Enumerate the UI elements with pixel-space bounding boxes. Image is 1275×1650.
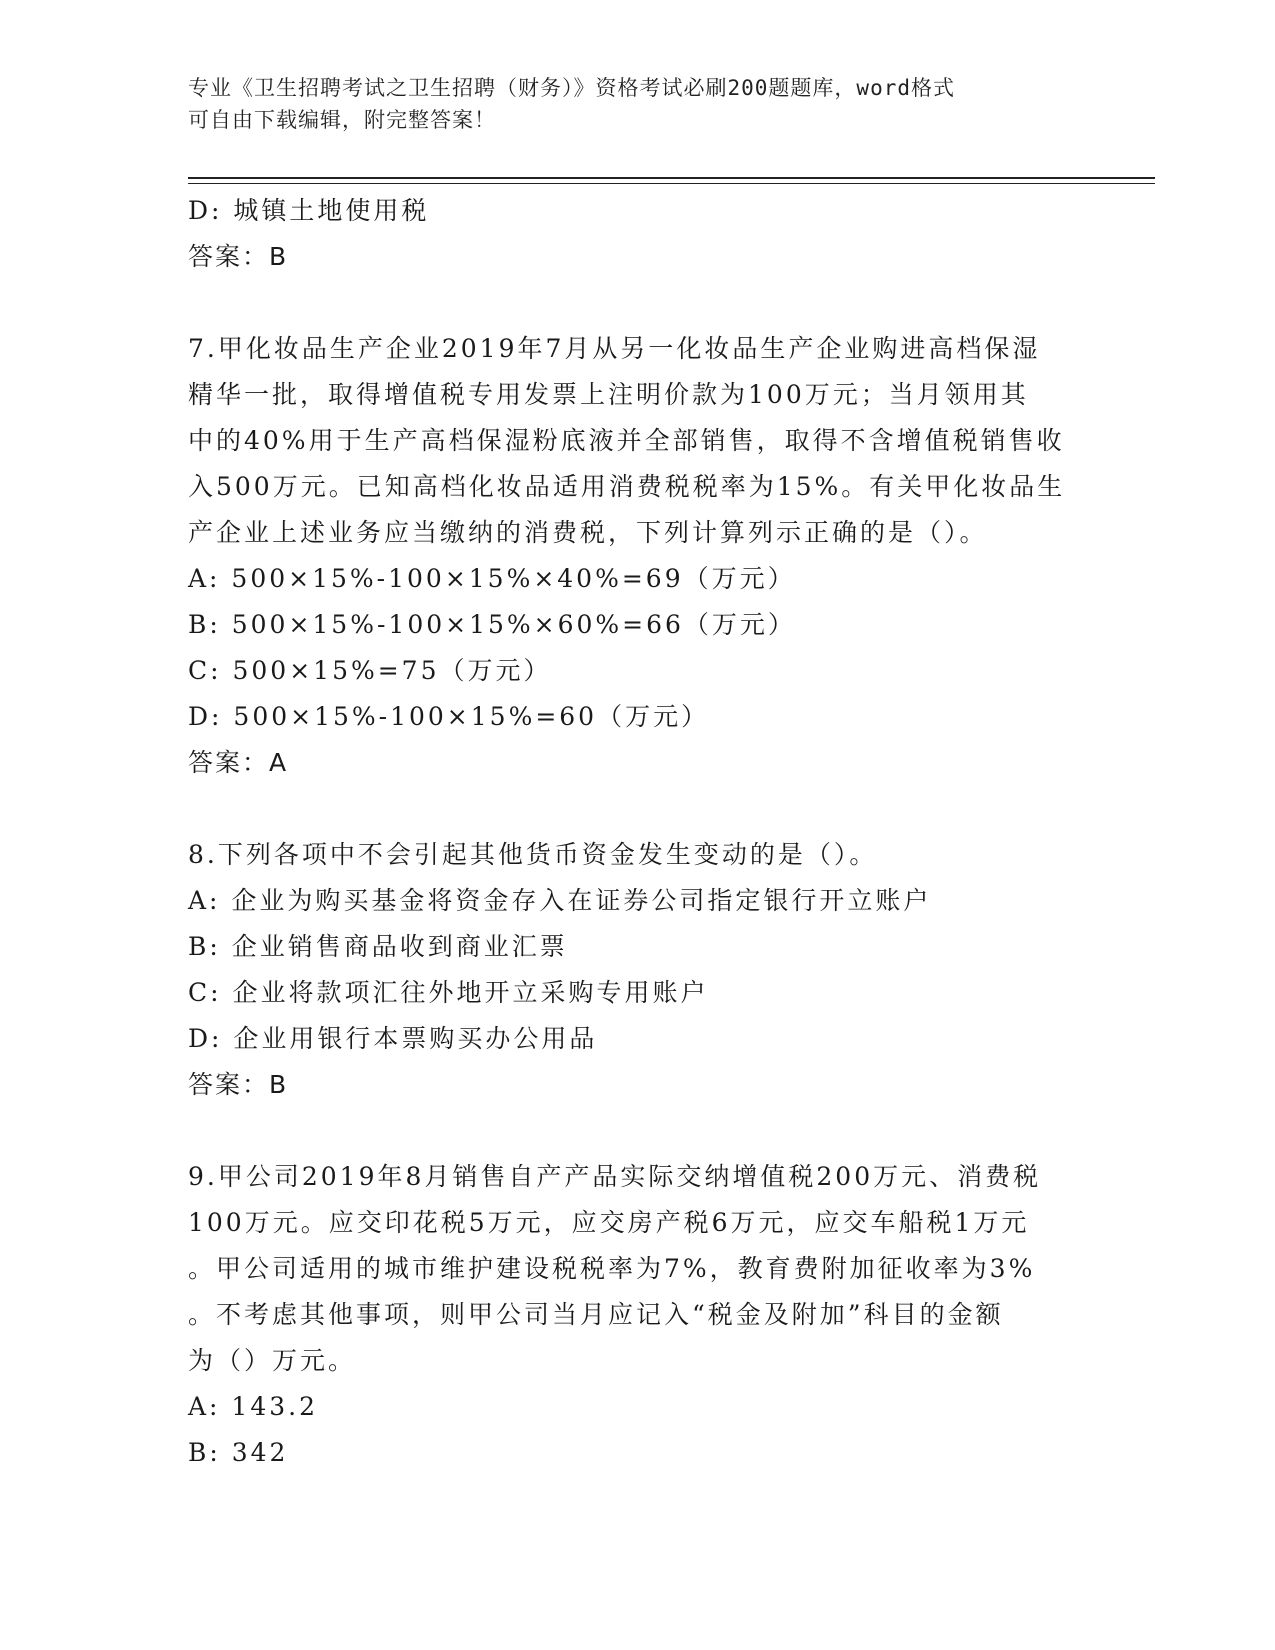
option-d: D: 500×15%-100×15%=60（万元） [188,702,710,731]
header-rule-thick [188,177,1155,179]
option-c: C: 500×15%=75（万元） [188,656,552,685]
option-a: A: 500×15%-100×15%×40%=69（万元） [188,564,796,593]
question-text-line: 产企业上述业务应当缴纳的消费税，下列计算列示正确的是（）。 [188,518,988,547]
option-b: B: 342 [188,1438,289,1467]
question-7 [188,326,1088,786]
question-6-tail [188,188,1088,280]
question-text-line: 8.下列各项中不会引起其他货币资金发生变动的是（）。 [188,840,878,869]
question-text-line: 7.甲化妆品生产企业2019年7月从另一化妆品生产企业购进高档保湿 [188,334,1041,363]
question-9 [188,1154,1088,1476]
header-line-1: 专业《卫生招聘考试之卫生招聘（财务）》资格考试必刷200题题库，word格式 [188,76,955,100]
question-text-line: 中的40%用于生产高档保湿粉底液并全部销售，取得不含增值税销售收 [188,426,1065,455]
document-header [188,72,1088,136]
answer-label: 答案：B [188,1070,289,1099]
question-text-line: 精华一批，取得增值税专用发票上注明价款为100万元；当月领用其 [188,380,1029,409]
question-spacer [188,280,1088,326]
answer-label: 答案：A [188,748,289,777]
option-a: A: 企业为购买基金将资金存入在证券公司指定银行开立账户 [188,886,932,915]
question-text-line: 入500万元。已知高档化妆品适用消费税税率为15%。有关甲化妆品生 [188,472,1066,501]
question-text-line: 。甲公司适用的城市维护建设税税率为7%，教育费附加征收率为3% [188,1254,1036,1283]
question-text-line: 100万元。应交印花税5万元，应交房产税6万元，应交车船税1万元 [188,1208,1030,1237]
question-8 [188,832,1088,1108]
option-d: D: 企业用银行本票购买办公用品 [188,1024,598,1053]
option-c: C: 企业将款项汇往外地开立采购专用账户 [188,978,709,1007]
answer-label: 答案：B [188,242,289,271]
question-spacer [188,786,1088,832]
header-line-2: 可自由下载编辑，附完整答案！ [188,108,496,132]
question-text-line: 。不考虑其他事项，则甲公司当月应记入“税金及附加”科目的金额 [188,1300,1004,1329]
option-b: B: 企业销售商品收到商业汇票 [188,932,568,961]
question-spacer [188,1108,1088,1154]
option-a: A: 143.2 [188,1392,318,1421]
question-text-line: 为（）万元。 [188,1346,357,1375]
option-b: B: 500×15%-100×15%×60%=66（万元） [188,610,796,639]
header-rule-thin [188,183,1155,184]
option-d: D: 城镇土地使用税 [188,196,430,225]
document-body [188,188,1088,1476]
question-text-line: 9.甲公司2019年8月销售自产产品实际交纳增值税200万元、消费税 [188,1162,1042,1191]
